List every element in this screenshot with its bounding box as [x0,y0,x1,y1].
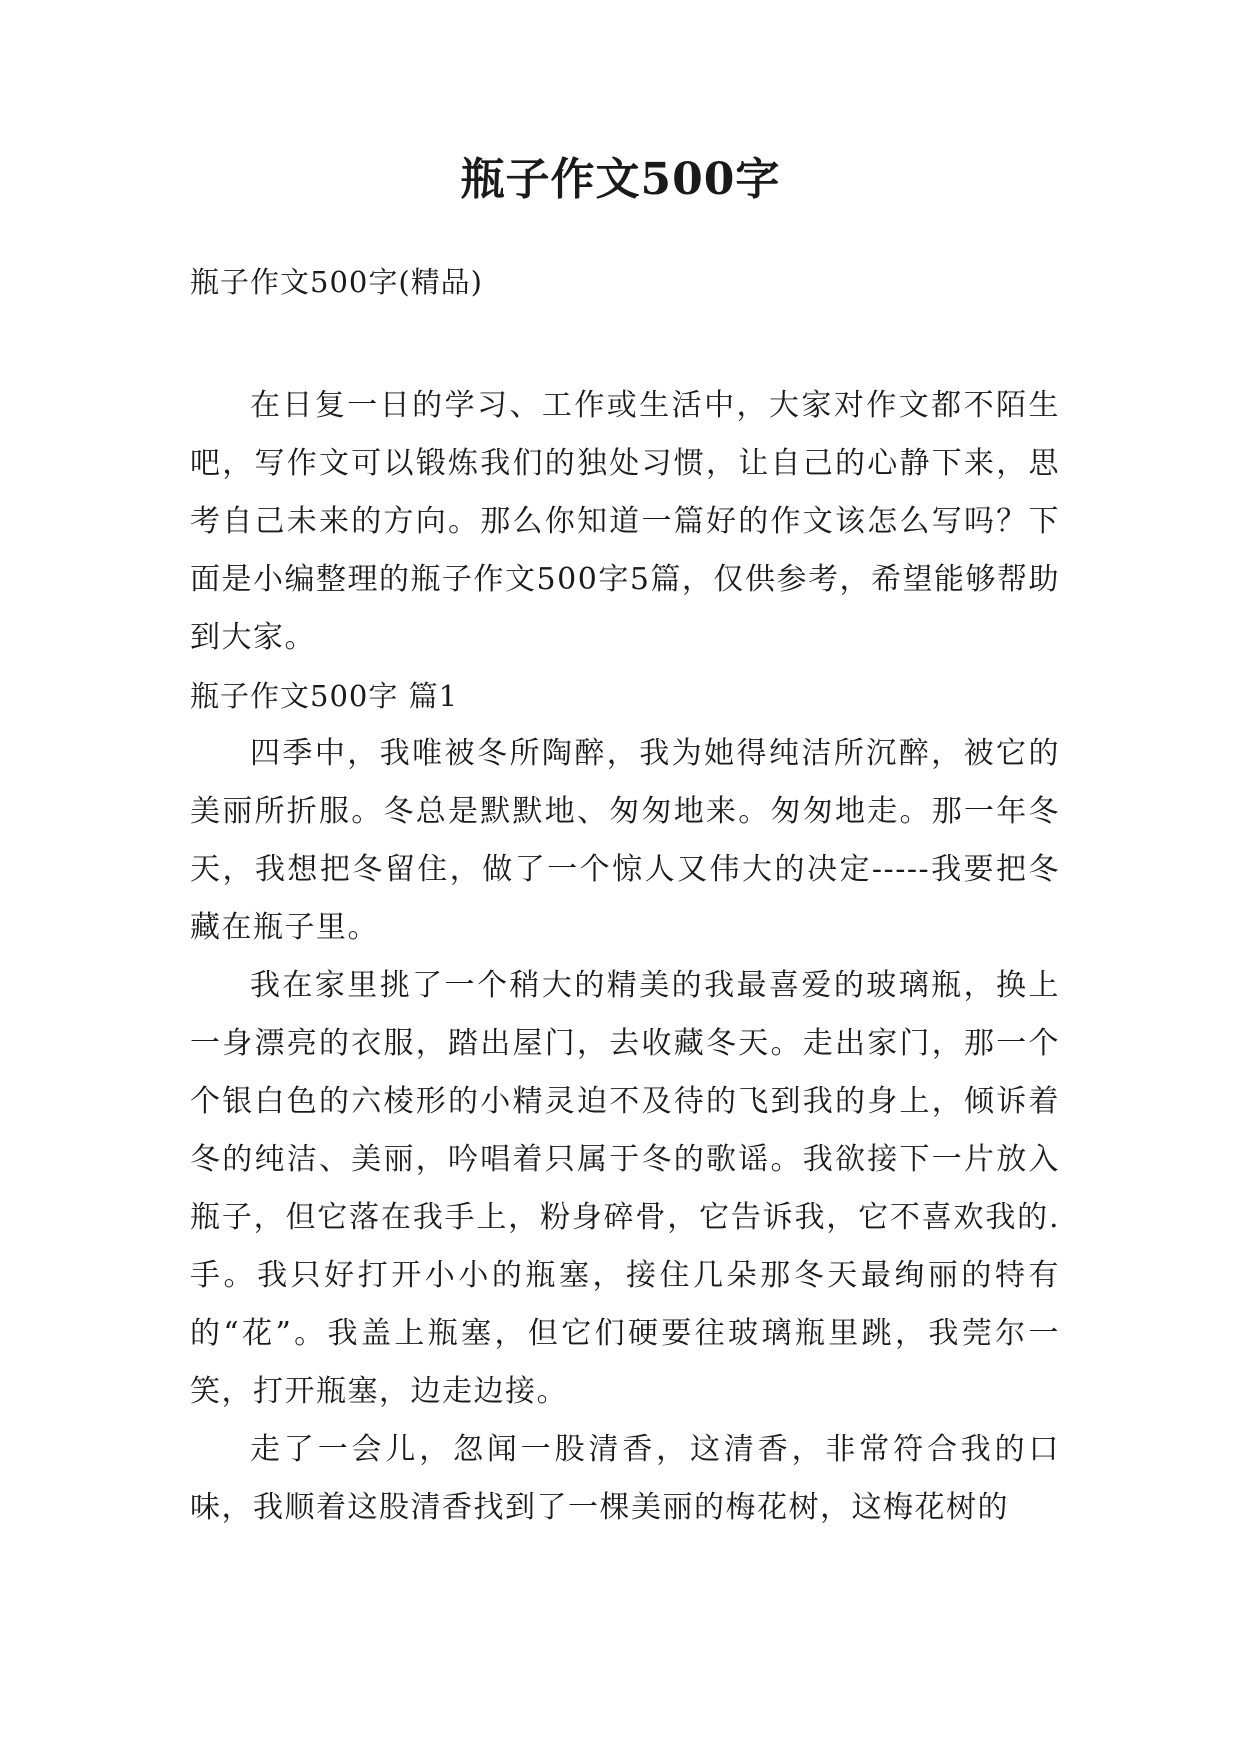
document-title: 瓶子作文500字 [460,154,781,205]
paragraph-list [190,377,1060,1537]
document-subtitle: 瓶子作文500字(精品) [190,265,483,299]
body-paragraph: 我在家里挑了一个稍大的精美的我最喜爱的玻璃瓶，换上一身漂亮的衣服，踏出屋门，去收藏冬天。走出家门，那一个个银白色的六棱形的小精灵迫不及待的飞到我的身上，倾诉着冬的纯洁、美丽，吟唱着只属于冬的歌谣。我欲接下一片放入瓶子，但它落在我手上，粉身碎骨，它告诉我，它不喜欢我的.手。我只好打开小小的瓶塞，接住几朵那冬天最绚丽的特有的“花”。我盖上瓶塞，但它们硬要往玻璃瓶里跳，我莞尔一笑，打开瓶塞，边走边接。 [190,968,1060,1409]
body-paragraph: 四季中，我唯被冬所陶醉，我为她得纯洁所沉醉，被它的美丽所折服。冬总是默默地、匆匆地来。匆匆地走。那一年冬天，我想把冬留住，做了一个惊人又伟大的决定-----我要把冬藏在瓶子里。 [190,736,1060,945]
intro-paragraph: 在日复一日的学习、工作或生活中，大家对作文都不陌生吧，写作文可以锻炼我们的独处习惯，让自己的心静下来，思考自己未来的方向。那么你知道一篇好的作文该怎么写吗？下面是小编整理的瓶子作文500字5篇，仅供参考，希望能够帮助到大家。 [190,388,1060,655]
section-heading: 瓶子作文500字 篇1 [190,679,459,713]
document-body [190,262,1060,1537]
body-paragraph: 走了一会儿，忽闻一股清香，这清香，非常符合我的口味，我顺着这股清香找到了一棵美丽的梅花树，这梅花树的 [190,1432,1060,1525]
